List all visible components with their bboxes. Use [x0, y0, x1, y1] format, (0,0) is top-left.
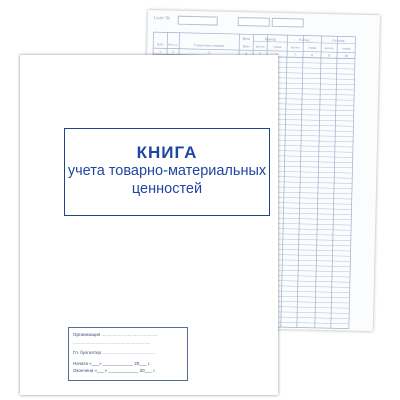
book-title: КНИГА [136, 143, 198, 162]
ledger-column-header: Цена [242, 44, 250, 49]
ledger-column-number: 8 [311, 53, 313, 58]
organization-row-2 [73, 340, 183, 348]
chief-accountant-row [73, 350, 183, 358]
ledger-group-header: Остаток [332, 38, 345, 43]
ledger-col-line [281, 35, 288, 327]
account-number-box [178, 16, 218, 26]
ledger-group-header: Приход [264, 37, 277, 42]
finished-row [73, 368, 183, 376]
ledger-column-header: Дата [157, 42, 164, 47]
account-label: Счет № [153, 16, 171, 22]
ledger-top-line [153, 32, 355, 37]
chief-accountant-label: Гл. бухгалтер [73, 350, 101, 355]
ledger-group-header: Расход [299, 37, 310, 43]
account-extra-box-2 [272, 18, 304, 28]
ledger-group-header: Цена [242, 36, 251, 41]
ledger-column-header: сумма [272, 44, 282, 50]
organization-label: Организация [73, 332, 101, 337]
finished-label: Окончена «___» ____________ 20___ г. [73, 368, 156, 373]
ledger-column-header: сумма [307, 45, 317, 50]
chief-accountant-line: ........................................... [102, 350, 157, 355]
started-label: Начата «___» ____________ 20___ г. [73, 360, 151, 366]
ledger-column-number: 3 [208, 50, 210, 55]
title-frame [64, 128, 270, 216]
ledger-column-header: кол-во [290, 45, 300, 50]
ledger-column-number: 4 [245, 51, 247, 56]
ledger-column-number: 9 [328, 53, 330, 58]
book-cover [20, 55, 278, 395]
ledger-column-header: кол-во [324, 46, 334, 51]
book-subtitle-line-2: ценностей [131, 181, 203, 197]
ledger-col-line [315, 36, 322, 328]
ledger-column-header: кол-во [255, 44, 265, 49]
ledger-column-header: сумма [341, 46, 351, 51]
started-row [73, 361, 183, 369]
ledger-col-line [297, 36, 304, 328]
ledger-column-number: 10 [344, 53, 348, 59]
ledger-col-line [331, 36, 338, 328]
ledger-column-number: 1 [159, 49, 161, 54]
account-extra-box-1 [238, 17, 270, 27]
organization-row [73, 332, 183, 340]
organization-line: ............................................. [101, 332, 158, 337]
ledger-column-header: Содержание операции [193, 43, 225, 48]
organization-line-2: .............................................................. [73, 339, 151, 345]
ledger-column-number: 2 [172, 50, 174, 55]
book-subtitle-line-1: учета товарно-материальных [67, 163, 267, 179]
ledger-col-line [349, 37, 356, 329]
ledger-column-number: 7 [294, 52, 296, 57]
ledger-column-header: № п. п. [168, 42, 179, 47]
cover-form [68, 327, 188, 381]
